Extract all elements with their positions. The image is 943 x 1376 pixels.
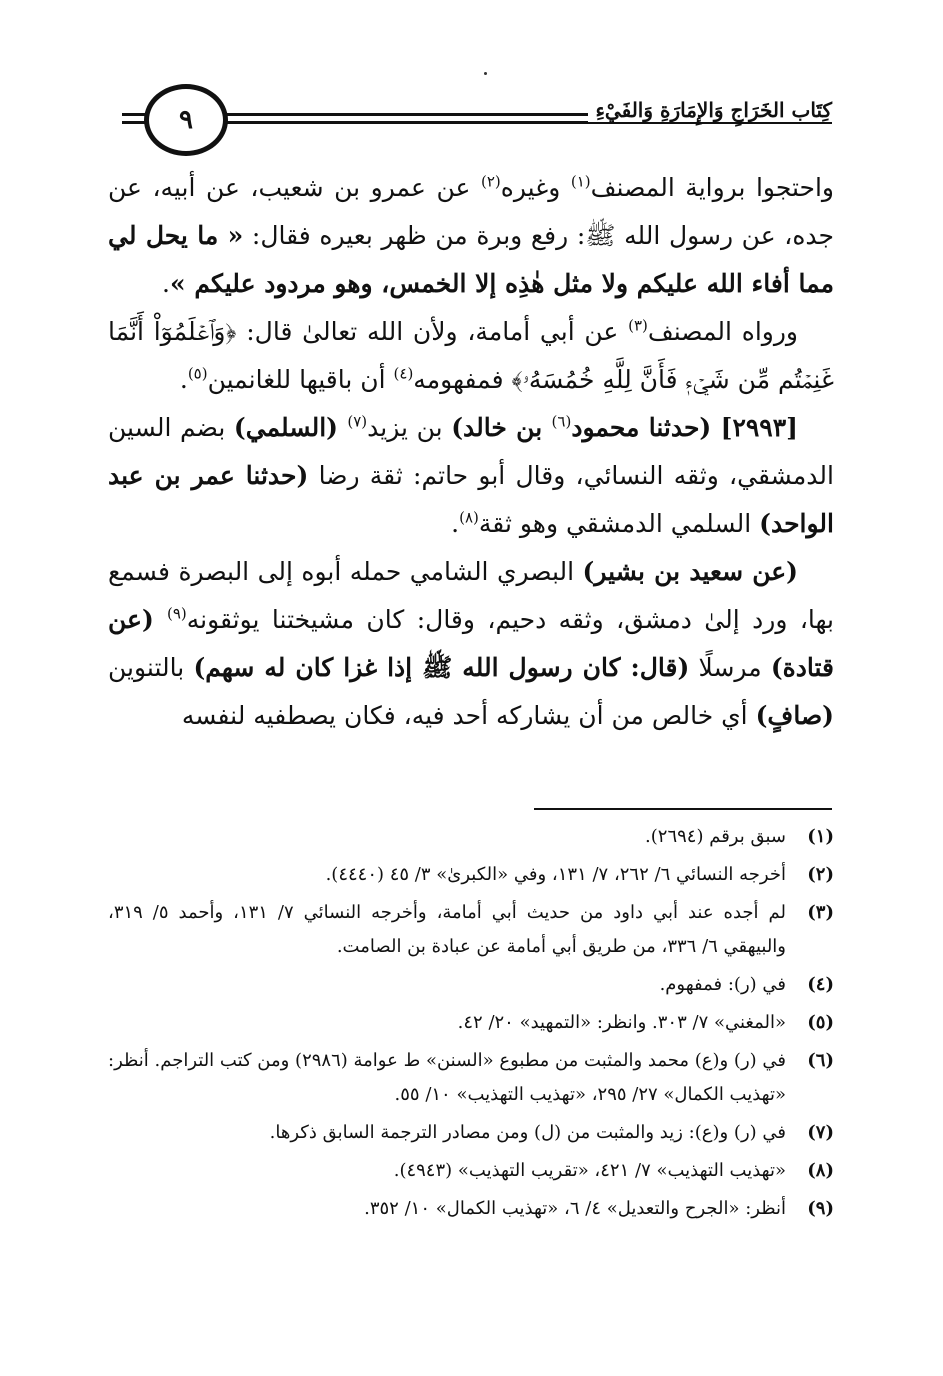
footnote-ref: (٨) [459, 508, 479, 527]
narrator: (حدثنا عمر بن عبد الواحد) [108, 461, 834, 538]
footnote-number: (٥) [807, 1012, 834, 1033]
footnote-number: (٢) [807, 864, 834, 885]
footnote [108, 1006, 834, 1040]
narrator: (السلمي) [233, 413, 348, 442]
footnote-number: (١) [807, 826, 834, 847]
narrator: [٢٩٩٣] (حدثنا محمود [571, 413, 798, 442]
paragraph-1 [108, 164, 834, 308]
footnote-ref: (٧) [347, 412, 368, 431]
text: واحتجوا برواية المصنف [590, 173, 834, 202]
hadith-text: (صافٍ) [755, 701, 834, 730]
footnote [108, 858, 834, 892]
footnote-number: (٦) [807, 1050, 834, 1071]
footnote-ref: (١) [570, 172, 591, 191]
footnote-number: (٧) [807, 1122, 834, 1143]
main-text [108, 164, 834, 740]
footnote [108, 1044, 834, 1112]
quran-verse: ﴿وَٱعۡلَمُوٓاْ أَنَّمَا غَنِمۡتُم مِّن شَيۡءٖ فَأَنَّ لِلَّهِ خُمُسَهُۥ﴾ [108, 317, 834, 394]
footnote-text: «تهذيب التهذيب» ٧/ ٤٢١، «تقريب التهذيب» (٤٩٤٣). [393, 1160, 786, 1181]
footnote-text: في (ر): فمفهوم. [659, 974, 786, 995]
scan-dot [484, 72, 487, 75]
hadith-text: (قال: كان رسول الله ﷺ إذا غزا كان له سهم) [193, 653, 690, 682]
footnote-text: في (ر) و(ع): زيد والمثبت من (ل) ومن مصادر الترجمة السابق ذكرها. [269, 1122, 786, 1143]
text: السلمي الدمشقي وهو ثقة [478, 509, 760, 538]
page-number: ٩ [144, 84, 228, 156]
text: عن أبي أمامة، ولأن الله تعالىٰ قال: [236, 317, 629, 346]
footnote-ref: (٩) [166, 604, 187, 623]
text: . [451, 509, 460, 538]
footnote [108, 1116, 834, 1150]
footnote [108, 968, 834, 1002]
footnote-number: (٣) [807, 902, 834, 923]
text: فمفهومه [413, 365, 512, 394]
text: . [162, 269, 170, 298]
footnote [108, 1192, 834, 1226]
footnote-number: (٤) [807, 974, 834, 995]
text: بن يزيد [367, 413, 452, 442]
footnote-ref: (٦) [551, 412, 572, 431]
text: أي خالص من أن يشاركه أحد فيه، فكان يصطفيه لنفسه [181, 701, 756, 730]
footnote-ref: (٤) [393, 364, 414, 383]
text: مرسلًا [689, 653, 771, 682]
footnote-number: (٩) [807, 1198, 834, 1219]
paragraph-3 [108, 404, 834, 548]
narrator: بن خالد) [451, 413, 552, 442]
text: . [179, 365, 188, 394]
footnote [108, 896, 834, 964]
footnote-ref: (٣) [628, 316, 648, 335]
page-header [112, 84, 832, 160]
text: أن باقيها للغانمين [207, 365, 394, 394]
text: عن عمرو بن شعيب، عن أبيه، عن جده، عن رسول الله ﷺ: رفع وبرة من ظهر بعيره فقال: [108, 173, 834, 250]
text: بالتنوين [108, 653, 194, 682]
text: وغيره [500, 173, 571, 202]
footnote [108, 820, 834, 854]
footnotes [108, 820, 834, 1230]
footnote-ref: (٢) [480, 172, 501, 191]
narrator: (عن سعيد بن بشير) [582, 557, 798, 586]
narrator: (عن قتادة) [108, 605, 834, 682]
footnote-text: سبق برقم (٢٦٩٤). [645, 826, 786, 847]
text: بضم السين الدمشقي، وثقه النسائي، وقال أبو حاتم: ثقة رضا [108, 413, 834, 490]
footnote-text: «المغني» ٧/ ٣٠٣. وانظر: «التمهيد» ٢٠/ ٤٢. [457, 1012, 786, 1033]
paragraph-4 [108, 548, 834, 740]
text: ورواه المصنف [647, 317, 798, 346]
text: البصري الشامي حمله أبوه إلى البصرة فسمع بها، ورد إلىٰ دمشق، وثقه دحيم، وقال: كان مشيختنا يوثقونه [108, 557, 834, 634]
paragraph-2 [108, 308, 834, 404]
hadith-text: « ما يحل لي مما أفاء الله عليكم ولا مثل هٰذِه إلا الخمس، وهو مردود عليكم » [108, 221, 834, 298]
footnote-text: أخرجه النسائي ٦/ ٢٦٢، ٧/ ١٣١، وفي «الكبرىٰ» ٣/ ٤٥ (٤٤٤٠). [325, 864, 786, 885]
footnote-text: أنظر: «الجرح والتعديل» ٤/ ٦، «تهذيب الكمال» ١٠/ ٣٥٢. [364, 1198, 786, 1219]
footnote-text: في (ر) و(ع) محمد والمثبت من مطبوع «السنن» ط عوامة (٢٩٨٦) ومن كتب التراجم. أنظر: «تهذيب الكمال» ٢٧/ ٢٩٥، «تهذيب التهذيب» ١٠/ ٥٥. [108, 1050, 787, 1105]
footnote-number: (٨) [807, 1160, 834, 1181]
footnote-text: لم أجده عند أبي داود من حديث أبي أمامة، وأخرجه النسائي ٧/ ١٣١، وأحمد ٥/ ٣١٩، والبيهقي ٦/ ٣٣٦، من طريق أبي أمامة عن عبادة بن الصامت. [108, 902, 786, 957]
footnote-separator [534, 808, 832, 810]
footnote [108, 1154, 834, 1188]
book-title: كِتَاب الخَرَاجِ وَالإِمَارَةِ وَالفَيْءِ [588, 98, 833, 122]
footnote-ref: (٥) [187, 364, 208, 383]
